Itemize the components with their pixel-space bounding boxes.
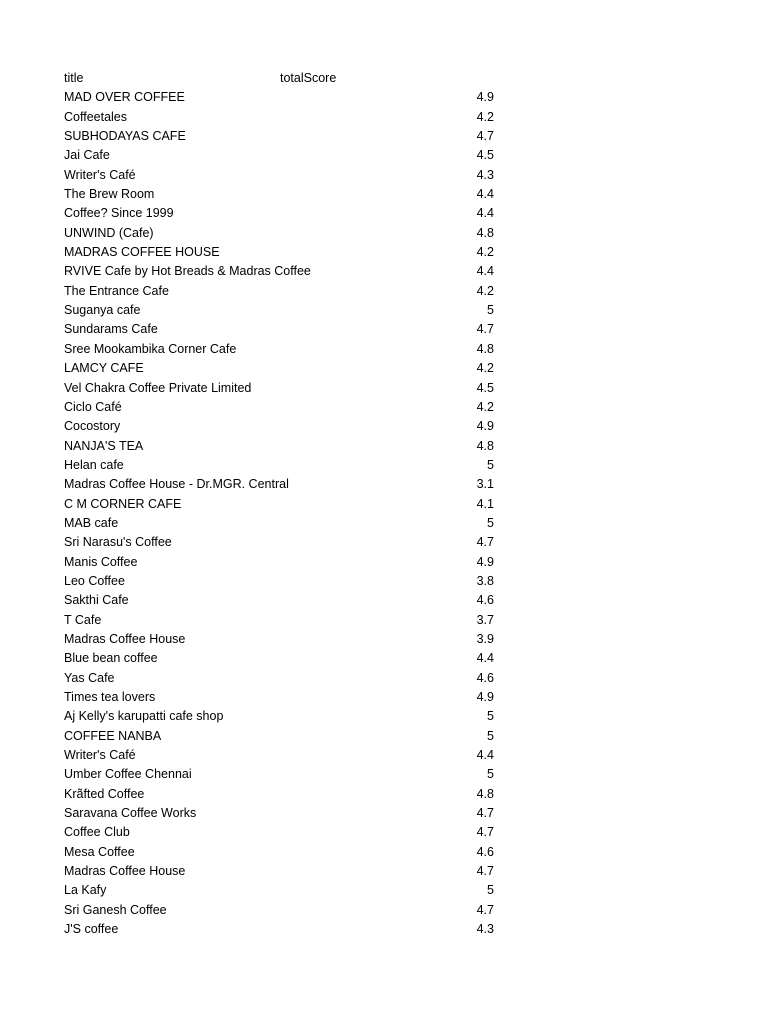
table-row — [64, 727, 496, 746]
table-row — [64, 146, 496, 165]
title-cell[interactable]: SUBHODAYAS CAFE — [64, 129, 186, 144]
table-row — [64, 320, 496, 339]
score-cell[interactable]: 4.4 — [476, 206, 494, 221]
title-cell[interactable]: Suganya cafe — [64, 303, 141, 318]
title-cell[interactable]: Sri Ganesh Coffee — [64, 902, 167, 917]
score-cell[interactable]: 4.7 — [476, 825, 494, 840]
table-row — [64, 533, 496, 552]
table-row — [64, 456, 496, 475]
title-cell[interactable]: T Cafe — [64, 612, 102, 627]
title-cell[interactable]: Jai Cafe — [64, 148, 110, 163]
title-cell[interactable]: La Kafy — [64, 883, 107, 898]
score-cell[interactable]: 4.3 — [476, 922, 494, 937]
spreadsheet — [64, 69, 496, 939]
table-row — [64, 514, 496, 533]
score-cell[interactable]: 3.8 — [476, 573, 494, 588]
score-cell[interactable]: 4.9 — [476, 419, 494, 434]
table-row — [64, 243, 496, 262]
score-cell[interactable]: 4.4 — [476, 748, 494, 763]
title-cell[interactable]: The Brew Room — [64, 187, 155, 202]
score-cell[interactable]: 4.2 — [476, 361, 494, 376]
score-cell[interactable]: 5 — [487, 515, 494, 530]
title-cell[interactable]: Coffee? Since 1999 — [64, 206, 174, 221]
score-cell[interactable]: 4.5 — [476, 380, 494, 395]
title-cell[interactable]: Writer's Café — [64, 748, 136, 763]
score-cell[interactable]: 5 — [487, 709, 494, 724]
header-score-cell[interactable]: totalScore — [280, 71, 337, 85]
score-cell[interactable]: 3.9 — [476, 631, 494, 646]
title-cell[interactable]: NANJA'S TEA — [64, 438, 144, 453]
title-cell[interactable]: Ciclo Café — [64, 399, 122, 414]
table-row — [64, 572, 496, 591]
score-cell[interactable]: 4.6 — [476, 670, 494, 685]
table-row — [64, 746, 496, 765]
table-row — [64, 630, 496, 649]
table-row — [64, 301, 496, 320]
score-cell[interactable]: 4.8 — [476, 438, 494, 453]
table-row — [64, 823, 496, 842]
score-cell[interactable]: 4.7 — [476, 535, 494, 550]
title-cell[interactable]: LAMCY CAFE — [64, 361, 144, 376]
table-row — [64, 282, 496, 301]
title-cell[interactable]: MAB cafe — [64, 515, 119, 530]
score-cell[interactable]: 4.9 — [476, 90, 494, 105]
table-row — [64, 88, 496, 107]
table-row — [64, 262, 496, 281]
table-row — [64, 379, 496, 398]
table-row — [64, 340, 496, 359]
table-row — [64, 398, 496, 417]
score-cell[interactable]: 4.9 — [476, 690, 494, 704]
score-cell[interactable]: 4.2 — [476, 399, 494, 414]
table-row — [64, 553, 496, 572]
title-cell[interactable]: Saravana Coffee Works — [64, 806, 197, 821]
header-row — [64, 69, 496, 88]
title-cell[interactable]: MAD OVER COFFEE — [64, 90, 185, 105]
title-cell[interactable]: COFFEE NANBA — [64, 728, 162, 743]
title-cell[interactable]: Vel Chakra Coffee Private Limited — [64, 380, 252, 395]
table-row — [64, 475, 496, 494]
table-row — [64, 417, 496, 436]
table-row — [64, 707, 496, 726]
score-cell[interactable]: 4.7 — [476, 322, 494, 337]
table-row — [64, 204, 496, 223]
title-cell[interactable]: C M CORNER CAFE — [64, 496, 182, 511]
title-cell[interactable]: Sri Narasu's Coffee — [64, 535, 172, 550]
table-row — [64, 611, 496, 630]
score-cell[interactable]: 5 — [487, 457, 494, 472]
title-cell[interactable]: Yas Cafe — [64, 670, 115, 685]
score-cell[interactable]: 5 — [487, 883, 494, 898]
table-row — [64, 785, 496, 804]
score-cell[interactable]: 4.6 — [476, 593, 494, 608]
title-cell[interactable]: Coffee Club — [64, 825, 130, 840]
score-cell[interactable]: 4.8 — [476, 341, 494, 356]
title-cell[interactable]: RVIVE Cafe by Hot Breads & Madras Coffee — [64, 264, 311, 279]
title-cell[interactable]: J'S coffee — [64, 922, 119, 937]
score-cell[interactable]: 4.3 — [476, 167, 494, 182]
title-cell[interactable]: Madras Coffee House - Dr.MGR. Central — [64, 477, 289, 492]
title-cell[interactable]: Madras Coffee House — [64, 864, 186, 879]
score-cell[interactable]: 4.7 — [476, 806, 494, 821]
title-cell[interactable]: MADRAS COFFEE HOUSE — [64, 245, 220, 260]
header-title-cell[interactable]: title — [64, 71, 84, 85]
score-cell[interactable]: 4.7 — [476, 902, 494, 917]
score-cell[interactable]: 3.7 — [476, 612, 494, 627]
table-row — [64, 108, 496, 127]
title-cell[interactable]: Krãfted Coffee — [64, 786, 145, 801]
table-row — [64, 881, 496, 900]
table-row — [64, 591, 496, 610]
title-cell[interactable]: Sundarams Cafe — [64, 322, 158, 337]
table-row — [64, 437, 496, 456]
title-cell[interactable]: Coffeetales — [64, 109, 128, 124]
title-cell[interactable]: Helan cafe — [64, 457, 124, 472]
score-cell[interactable]: 4.8 — [476, 225, 494, 240]
table-row — [64, 901, 496, 920]
table-row — [64, 669, 496, 688]
score-cell[interactable]: 4.4 — [476, 264, 494, 279]
table-row — [64, 862, 496, 881]
score-cell[interactable]: 4.2 — [476, 109, 494, 124]
table-row — [64, 185, 496, 204]
table-row — [64, 224, 496, 243]
table-row — [64, 804, 496, 823]
score-cell[interactable]: 4.5 — [476, 148, 494, 163]
score-cell[interactable]: 4.4 — [476, 187, 494, 202]
table-row — [64, 688, 496, 707]
score-cell[interactable]: 4.6 — [476, 844, 494, 859]
table-row — [64, 359, 496, 378]
score-cell[interactable]: 4.7 — [476, 129, 494, 144]
score-cell[interactable]: 4.4 — [476, 651, 494, 666]
score-cell[interactable]: 5 — [487, 767, 494, 782]
score-cell[interactable]: 4.2 — [476, 283, 494, 298]
title-cell[interactable]: UNWIND (Cafe) — [64, 225, 154, 240]
title-cell[interactable]: Umber Coffee Chennai — [64, 767, 192, 782]
score-cell[interactable]: 4.1 — [476, 496, 494, 511]
title-cell[interactable]: Sakthi Cafe — [64, 593, 129, 608]
title-cell[interactable]: Sree Mookambika Corner Cafe — [64, 341, 237, 356]
score-cell[interactable]: 5 — [487, 728, 494, 743]
title-cell[interactable]: Madras Coffee House — [64, 631, 186, 646]
table-row — [64, 166, 496, 185]
title-cell[interactable]: Cocostory — [64, 419, 121, 434]
table-row — [64, 765, 496, 784]
table-row — [64, 920, 496, 939]
score-cell[interactable]: 3.1 — [476, 477, 494, 492]
title-cell[interactable]: Writer's Café — [64, 167, 136, 182]
score-cell[interactable]: 4.9 — [476, 554, 494, 569]
title-cell[interactable]: Leo Coffee — [64, 573, 125, 588]
title-cell[interactable]: Manis Coffee — [64, 554, 138, 569]
title-cell[interactable]: The Entrance Cafe — [64, 283, 169, 298]
score-cell[interactable]: 4.7 — [476, 864, 494, 879]
title-cell[interactable]: Times tea lovers — [64, 690, 156, 704]
title-cell[interactable]: Mesa Coffee — [64, 844, 135, 859]
table-row — [64, 649, 496, 668]
table-row — [64, 843, 496, 862]
score-cell[interactable]: 4.2 — [476, 245, 494, 260]
title-cell[interactable]: Aj Kelly's karupatti cafe shop — [64, 709, 224, 724]
score-cell[interactable]: 5 — [487, 303, 494, 318]
title-cell[interactable]: Blue bean coffee — [64, 651, 158, 666]
table-row — [64, 127, 496, 146]
score-cell[interactable]: 4.8 — [476, 786, 494, 801]
table-row — [64, 495, 496, 514]
data-rows — [64, 88, 496, 939]
